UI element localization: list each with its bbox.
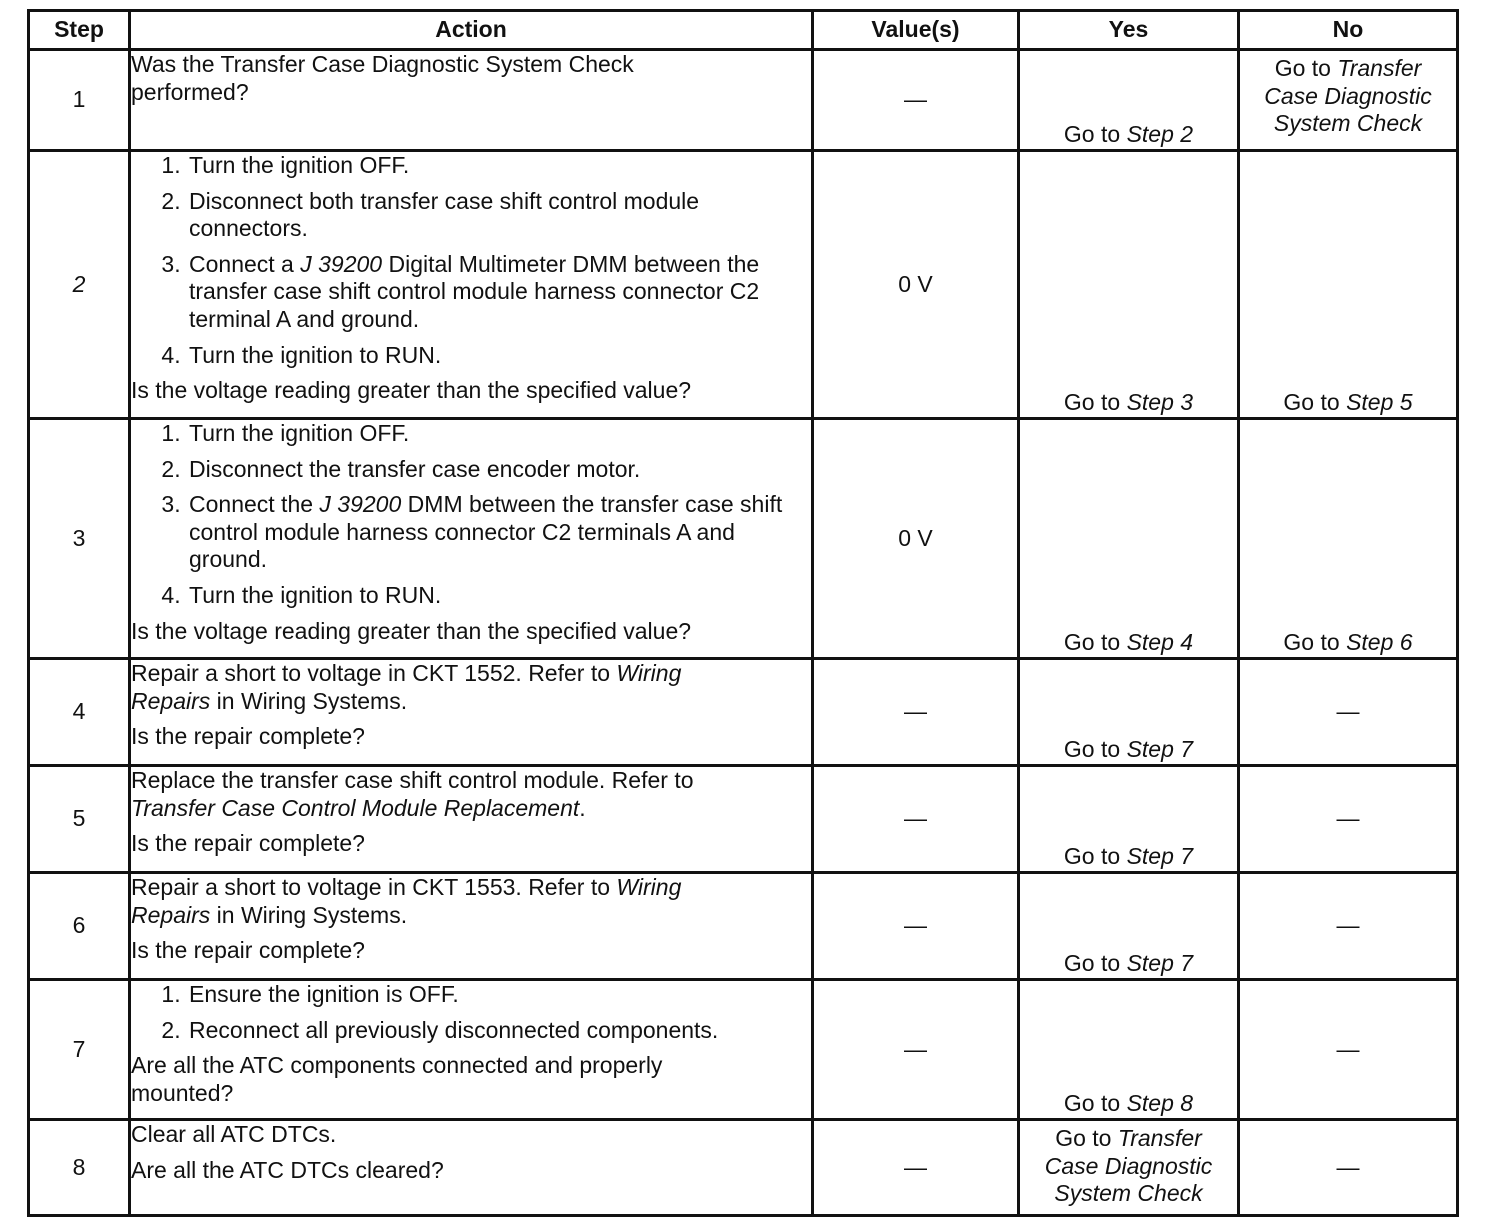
tool-reference: J 39200 (319, 491, 402, 518)
no-cell: — (1239, 766, 1458, 873)
action-cell (130, 659, 813, 766)
action-cell (130, 50, 813, 151)
yes-cell[interactable] (1019, 980, 1239, 1120)
value-cell: — (813, 980, 1019, 1120)
no-cell: — (1239, 1120, 1458, 1216)
yes-cell[interactable] (1019, 766, 1239, 873)
step-number: 5 (29, 766, 130, 873)
no-link[interactable]: Step 6 (1346, 629, 1413, 656)
action-text: Clear all ATC DTCs. (131, 1121, 337, 1147)
step-number: 2 (29, 151, 130, 419)
yes-cell[interactable] (1019, 659, 1239, 766)
action-cell (130, 766, 813, 873)
yes-prefix: Go to (1063, 629, 1127, 656)
value-cell: — (813, 50, 1019, 151)
step-number: 4 (29, 659, 130, 766)
no-cell: — (1239, 873, 1458, 980)
value-cell: — (813, 1120, 1019, 1216)
substep: 4. Turn the ignition to RUN. (187, 342, 811, 370)
yes-prefix: Go to (1063, 389, 1127, 416)
action-text-part: Repair a short to voltage in CKT 1552. Refer to (131, 660, 617, 686)
no-prefix: Go to (1283, 629, 1347, 656)
substep: 1. Turn the ignition OFF. (187, 152, 811, 180)
step-number: 7 (29, 980, 130, 1120)
step-number: 3 (29, 419, 130, 659)
substep: 1. Turn the ignition OFF. (187, 420, 811, 448)
substep-list (131, 420, 811, 610)
header-yes: Yes (1019, 11, 1239, 50)
action-text (131, 660, 761, 715)
yes-link[interactable]: Step 2 (1126, 121, 1194, 148)
substep: 2. Reconnect all previously disconnected components. (187, 1017, 811, 1045)
header-step: Step (29, 11, 130, 50)
substep (187, 491, 811, 574)
question-text: Are all the ATC DTCs cleared? (131, 1156, 444, 1183)
value-cell: 0 V (813, 419, 1019, 659)
reference-title: Wiring Repairs (131, 660, 682, 714)
yes-cell[interactable] (1019, 151, 1239, 419)
question-text: Is the voltage reading greater than the specified value? (131, 377, 692, 404)
action-text (131, 874, 761, 929)
diagnostic-table (27, 9, 1459, 1217)
action-cell (130, 1120, 813, 1216)
action-text-part: in Wiring Systems. (210, 687, 408, 714)
no-link[interactable]: Transfer Case Diagnostic System Check (1264, 55, 1432, 137)
no-prefix: Go to (1274, 55, 1338, 81)
header-action: Action (130, 11, 813, 50)
yes-cell[interactable] (1019, 1120, 1239, 1216)
action-cell (130, 980, 813, 1120)
header-row (29, 11, 1458, 50)
no-cell[interactable] (1239, 151, 1458, 419)
yes-prefix: Go to (1063, 950, 1127, 977)
yes-prefix: Go to (1063, 843, 1127, 870)
table-row (29, 766, 1458, 873)
value-cell: 0 V (813, 151, 1019, 419)
action-cell (130, 419, 813, 659)
table-row (29, 1120, 1458, 1216)
question-text: Is the repair complete? (131, 830, 365, 857)
value-cell: — (813, 659, 1019, 766)
tool-reference: J 39200 (300, 250, 383, 277)
action-text-part: Replace the transfer case shift control module. Refer to (131, 767, 694, 793)
question-text: Is the voltage reading greater than the specified value? (131, 617, 692, 644)
action-text-part: in Wiring Systems. (210, 901, 408, 928)
yes-link[interactable]: Transfer Case Diagnostic System Check (1044, 1125, 1213, 1207)
table-row (29, 151, 1458, 419)
yes-prefix: Go to (1063, 736, 1127, 763)
step-number: 6 (29, 873, 130, 980)
substep-text: Connect a (189, 250, 301, 277)
yes-link[interactable]: Step 8 (1126, 1090, 1194, 1117)
substep: 4. Turn the ignition to RUN. (187, 582, 811, 610)
value-cell: — (813, 766, 1019, 873)
yes-link[interactable]: Step 7 (1126, 843, 1194, 870)
action-cell (130, 873, 813, 980)
table-row (29, 980, 1458, 1120)
action-text-part: Repair a short to voltage in CKT 1553. Refer to (131, 874, 617, 900)
substep: 2. Disconnect the transfer case encoder motor. (187, 456, 811, 484)
no-cell: — (1239, 659, 1458, 766)
table-row (29, 50, 1458, 151)
yes-cell[interactable] (1019, 419, 1239, 659)
table-row (29, 873, 1458, 980)
question-text: Are all the ATC components connected and properly mounted? (131, 1052, 663, 1106)
step-number: 8 (29, 1120, 130, 1216)
question-text: Is the repair complete? (131, 723, 365, 750)
yes-prefix: Go to (1055, 1125, 1118, 1151)
table-row (29, 419, 1458, 659)
yes-link[interactable]: Step 4 (1126, 629, 1194, 656)
action-text (131, 767, 771, 822)
no-link[interactable]: Step 5 (1346, 389, 1413, 416)
action-text: Was the Transfer Case Diagnostic System Check performed? (131, 51, 634, 105)
yes-link[interactable]: Step 7 (1126, 736, 1194, 763)
header-values: Value(s) (813, 11, 1019, 50)
yes-link[interactable]: Step 3 (1126, 389, 1194, 416)
reference-title: Transfer Case Control Module Replacement (131, 794, 580, 821)
header-no: No (1239, 11, 1458, 50)
substep: 2. Disconnect both transfer case shift control module connectors. (187, 188, 811, 243)
no-cell[interactable] (1239, 50, 1458, 151)
table-row (29, 659, 1458, 766)
action-text-part: . (579, 794, 586, 821)
substep-list (131, 152, 811, 369)
yes-cell[interactable] (1019, 873, 1239, 980)
step-number: 1 (29, 50, 130, 151)
reference-title: Wiring Repairs (131, 874, 682, 928)
no-cell[interactable] (1239, 419, 1458, 659)
yes-prefix: Go to (1063, 1090, 1127, 1117)
substep-list (131, 981, 811, 1044)
yes-cell[interactable] (1019, 50, 1239, 151)
action-cell (130, 151, 813, 419)
substep (187, 251, 811, 334)
question-text: Is the repair complete? (131, 937, 365, 964)
yes-prefix: Go to (1063, 121, 1127, 148)
value-cell: — (813, 873, 1019, 980)
no-prefix: Go to (1283, 389, 1347, 416)
substep-text: Digital Multimeter DMM between the transfer case shift control module harness connector C2 terminal A and ground. (189, 250, 760, 332)
substep: 1. Ensure the ignition is OFF. (187, 981, 811, 1009)
yes-link[interactable]: Step 7 (1126, 950, 1194, 977)
no-cell: — (1239, 980, 1458, 1120)
substep-text: Connect the (189, 491, 320, 518)
substep-text: DMM between the transfer case shift control module harness connector C2 terminals A and ground. (189, 491, 783, 573)
